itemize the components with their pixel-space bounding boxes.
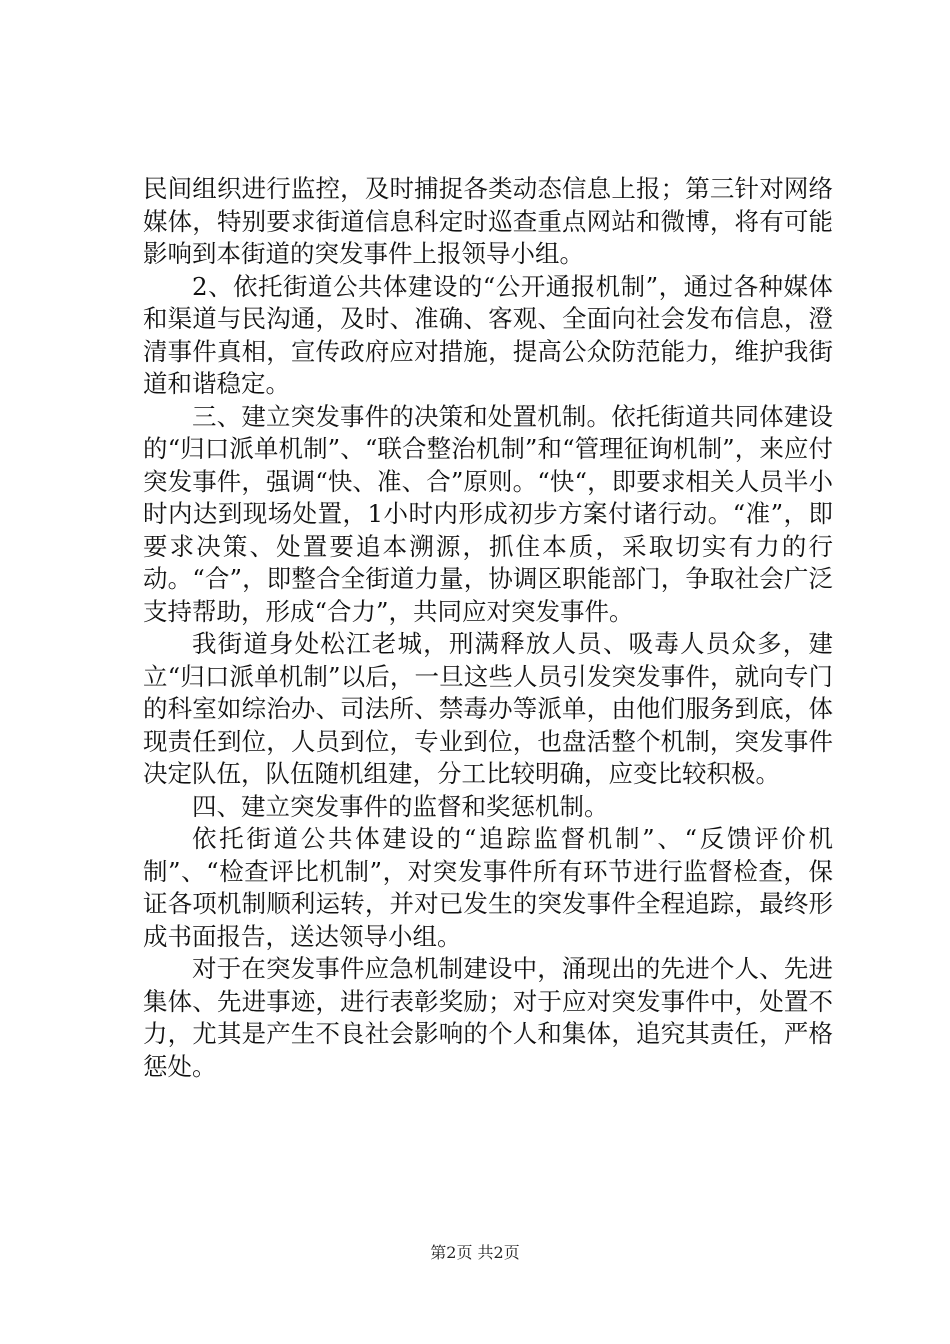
paragraph-rewards-penalties: 对于在突发事件应急机制建设中，涌现出的先进个人、先进集体、先进事迹，进行表彰奖励；对于应对突发事件中，处置不力，尤其是产生不良社会影响的个人和集体，追究其责任，严格惩处。 <box>143 954 833 1081</box>
paragraph-supervision-mechanism: 依托街道公共体建设的“追踪监督机制”、“反馈评价机制”、“检查评比机制”，对突发事件所有环节进行监督检查，保证各项机制顺利运转，并对已发生的突发事件全程追踪，最终形成书面报告，送达领导小组。 <box>143 824 833 951</box>
paragraph-dispatch-example: 我街道身处松江老城，刑满释放人员、吸毒人员众多，建立“归口派单机制”以后，一旦这些人员引发突发事件，就向专门的科室如综治办、司法所、禁毒办等派单，由他们服务到底，体现责任到位，人员到位，专业到位，也盘活整个机制，突发事件决定队伍，队伍随机组建，分工比较明确，应变比较积极。 <box>143 629 833 788</box>
document-body <box>143 173 833 1083</box>
paragraph-decision-mechanism: 三、建立突发事件的决策和处置机制。依托街道共同体建设的“归口派单机制”、“联合整治机制”和“管理征询机制”，来应付突发事件，强调“快、准、合”原则。“快“，即要求相关人员半小时内达到现场处置，1小时内形成初步方案付诸行动。“准”，即要求决策、处置要追本溯源，抓住本质，采取切实有力的行动。“合”，即整合全街道力量，协调区职能部门，争取社会广泛支持帮助，形成“合力”，共同应对突发事件。 <box>143 401 833 626</box>
paragraph-continued: 民间组织进行监控，及时捕捉各类动态信息上报；第三针对网络媒体，特别要求街道信息科定时巡查重点网站和微博，将有可能影响到本街道的突发事件上报领导小组。 <box>143 174 833 268</box>
page-footer: 第2页 共2页 <box>430 1243 520 1262</box>
section-heading-supervision: 四、建立突发事件的监督和奖惩机制。 <box>192 791 609 821</box>
paragraph-public-notification: 2、依托街道公共体建设的“公开通报机制”，通过各种媒体和渠道与民沟通，及时、准确、客观、全面向社会发布信息，澄清事件真相，宣传政府应对措施，提高公众防范能力，维护我街道和谐稳定。 <box>143 271 833 398</box>
